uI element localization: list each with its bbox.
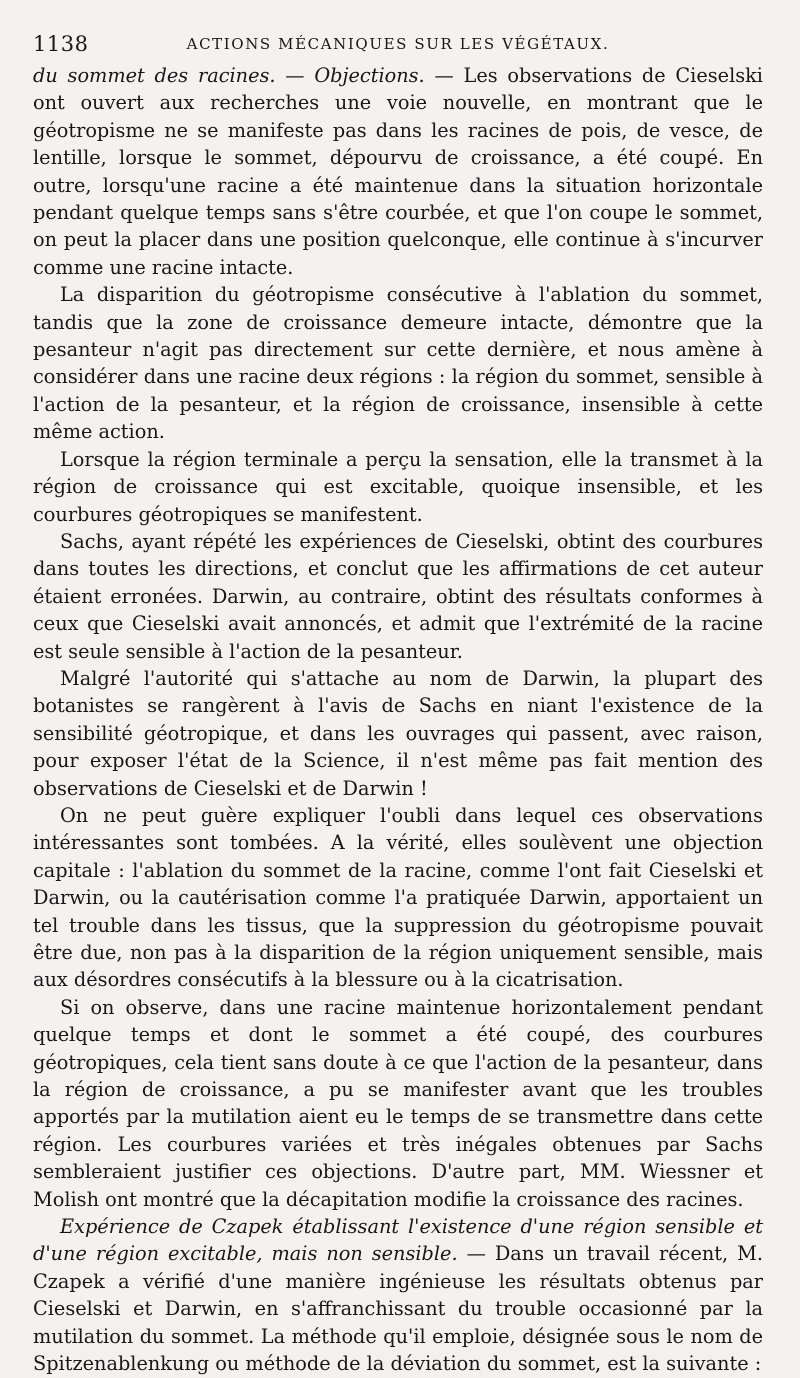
page-header [33, 22, 763, 62]
paragraph-text: Malgré l'autorité qui s'attache au nom de Darwin, la plupart des botanistes se rangèrent à l'avis de Sachs en niant l'existence de la sensibilité géotropique, et dans les ouvrages qui passent, avec raison, pour exposer l'état de la Science, il n'est même pas fait mention des observations de Cieselski et de Darwin ! [33, 666, 763, 800]
paragraph-text: On ne peut guère expliquer l'oubli dans lequel ces observations intéressantes sont tombées. A la vérité, elles soulèvent une objection capitale : l'ablation du sommet de la racine, comme l'ont fait Cieselski et Darwin, ou la cautérisation comme l'a pratiquée Darwin, apportaient un tel trouble dans les tissus, que la suppression du géotropisme pouvait être due, non pas à la disparition de la région uniquement sensible, mais aux désordres consécutifs à la blessure ou à la cicatrisation. [33, 803, 763, 992]
paragraph-text: Lorsque la région terminale a perçu la sensation, elle la transmet à la région de croissance qui est excitable, quoique insensible, et les courbures géotropiques se manifestent. [33, 447, 763, 526]
paragraph-text: Si on observe, dans une racine maintenue horizontalement pendant quelque temps et dont le sommet a été coupé, des courbures géotropiques, cela tient sans doute à ce que l'action de la pesanteur, dans la région de croissance, a pu se manifester avant que les troubles apportés par la mutilation aient eu le temps de se transmettre dans cette région. Les courbures variées et très inégales obtenues par Sachs sembleraient justifier ces objections. D'autre part, MM. Wiessner et Molish ont montré que la décapitation modifie la croissance des racines. [33, 995, 763, 1211]
paragraph [33, 665, 763, 802]
paragraph [33, 281, 763, 445]
paragraph-italic-lead: du sommet des racines. — Objections. [33, 64, 425, 87]
paragraph-text: — Dans un travail récent, M. Czapek a vérifié d'une manière ingénieuse les résultats obtenus par Cieselski et Darwin, en s'affranchissant du trouble occasionné par la mutilation du sommet. La méthode qu'il emploie, désignée sous le nom de Spitzenablenkung ou méthode de la déviation du sommet, est la suivante : [33, 1242, 764, 1376]
paragraph [33, 446, 763, 528]
running-title: ACTIONS MÉCANIQUES SUR LES VÉGÉTAUX. [186, 35, 610, 53]
paragraph [33, 802, 763, 994]
paragraph-text: — Les observations de Cieselski ont ouvert aux recherches une voie nouvelle, en montrant que le géotropisme ne se manifeste pas dans les racines de pois, de vesce, de lentille, lorsque le sommet, dépourvu de croissance, a été coupé. En outre, lorsqu'une racine a été maintenue dans la situation horizontale pendant quelque temps sans s'être courbée, et que l'on coupe le sommet, on peut la placer dans une position quelconque, elle continue à s'incurver comme une racine intacte. [33, 64, 763, 279]
paragraph [33, 528, 763, 665]
paragraph [33, 62, 763, 281]
paragraph-text: La disparition du géotropisme consécutive à l'ablation du sommet, tandis que la zone de croissance demeure intacte, démontre que la pesanteur n'agit pas directement sur cette dernière, et nous amène à considérer dans une racine deux régions : la région du sommet, sensible à l'action de la pesanteur, et la région de croissance, insensible à cette même action. [33, 283, 763, 444]
paragraph-text: Sachs, ayant répété les expériences de Cieselski, obtint des courbures dans toutes les directions, et conclut que les affirmations de cet auteur étaient erronées. Darwin, au contraire, obtint des résultats conformes à ceux que Cieselski avait annoncés, et admit que l'extrémité de la racine est seule sensible à l'action de la pesanteur. [33, 529, 763, 663]
body-text [33, 62, 763, 1378]
paragraph [33, 1213, 763, 1377]
paragraph-italic-lead: Expérience de Czapek établissant l'existence d'une région sensible et d'une région excitable, mais non sensible. [33, 1215, 763, 1266]
page-number: 1138 [33, 32, 89, 56]
paragraph [33, 994, 763, 1213]
